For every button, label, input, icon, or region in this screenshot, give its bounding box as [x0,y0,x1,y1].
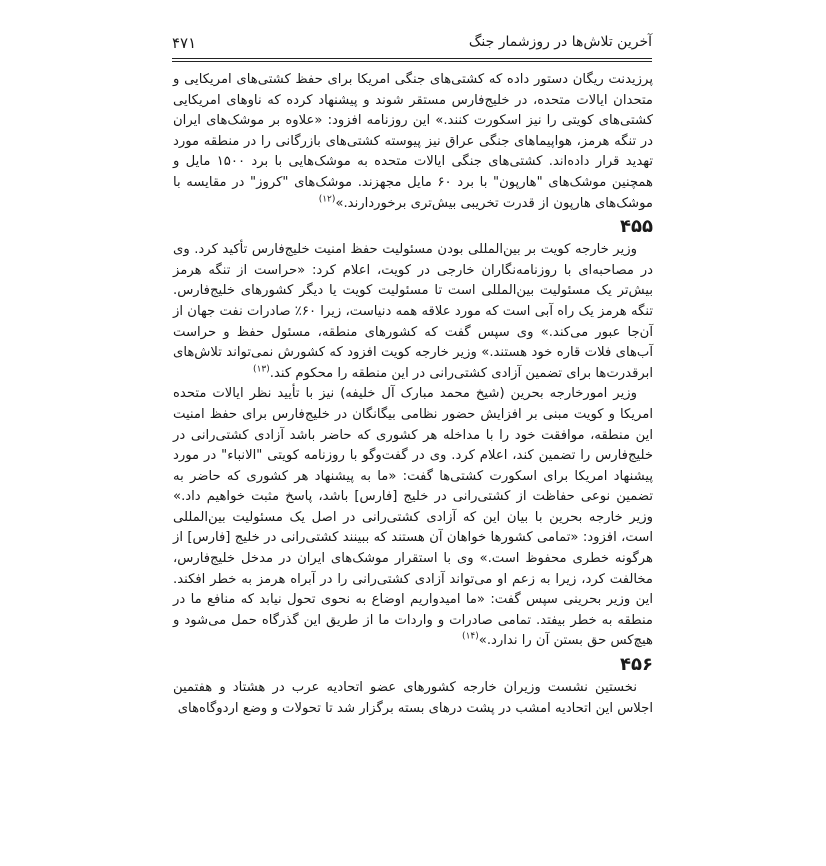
paragraph-text: نخستین نشست وزیران خارجه کشورهای عضو اتحادیه عرب در هشتاد و هفتمین اجلاس این اتحادیه امشب در پشت درهای بسته برگزار شد تا تحولات و وضع اردوگاه‌های [173,680,653,716]
footnote-ref: (۱۴) [462,632,479,643]
page-number: ۴۷۱ [172,34,197,52]
paragraph-arab-league [173,678,653,719]
paragraph-text: وزیر امورخارجه بحرین (شیخ محمد مبارک آل خلیفه) نیز با تأیید نظر ایالات متحده امریکا و کویت مبنی بر افزایش حضور نظامی بیگانگان در خلیج‌فارس برای حفظ امنیت این منطقه، موافقت خود را با مداخله هر کشوری که حاضر باشد آزادی کشتی‌رانی در خلیج‌فارس را تضمین کند، اعلام کرد. وی در گفت‌وگو با روزنامه کویتی "الانباء" در مورد پیشنهاد امریکا برای اسکورت کشتی‌ها گفت: «ما به پیشنهاد هر کشوری که حاضر به تضمین نوعی حفاظت از کشتی‌رانی در خلیج [فارس] باشد، پاسخ مثبت خواهیم داد.» وزیر خارجه بحرین با بیان این که آزادی کشتی‌رانی در اصل یک مسئولیت بین‌المللی است، افزود: «تمامی کشورها خواهان آن هستند که ببینند کشتی‌رانی در خلیج [فارس] از هرگونه خطری محفوظ است.» وی با استقرار موشک‌های ایران در مدخل خلیج‌فارس، مخالفت کرد، زیرا به زعم او می‌تواند آزادی کشتی‌رانی را در آبراه هرمز به خطر افکند. این وزیر بحرینی سپس گفت: «ما امیدواریم اوضاع به نحوی تحول نیابد که منافع ما در منطقه به خطر بیفتد. تمامی صادرات و واردات ما از طریق این گذرگاه حمل می‌شود و هیچ‌کس حق بستن آن را ندارد.» [173,386,653,649]
footnote-ref: (۱۳) [253,364,270,375]
entry-number-456: ۴۵۶ [620,654,653,676]
paragraph-bahrain [173,384,653,652]
header-rule [172,58,652,62]
page-header [172,30,652,60]
paragraph-kuwait [173,240,653,384]
paragraph-text: وزیر خارجه کویت بر بین‌المللی بودن مسئولیت حفظ امنیت خلیج‌فارس تأکید کرد. وی در مصاحبه‌ای با روزنامه‌نگاران خارجی در کویت، اعلام کرد: «حراست از تنگه هرمز بیش‌تر یک مسئولیت بین‌المللی است تا مسئولیت کویت یا دیگر کشورهای خلیج‌فارس. تنگه هرمز یک راه آبی است که مورد علاقه همه دنیاست، زیرا ۶۰٪ صادرات نفت جهان از آن‌جا عبور می‌کند.» وی سپس گفت که کشورهای منطقه، مسئول حفظ و حراست آب‌های فلات قاره خود هستند.» وزیر خارجه کویت افزود که کشورش نمی‌تواند تلاش‌های ابرقدرت‌ها برای تضمین آزادی کشتی‌رانی در این منطقه را محکوم کند. [173,242,653,381]
entry-number-455: ۴۵۵ [620,216,653,238]
paragraph-text: پرزیدنت ریگان دستور داده که کشتی‌های جنگی امریکا برای حفظ کشتی‌های امریکایی و متحدان ایالات متحده، در خلیج‌فارس مستقر شوند و پیشنهاد کرده که ناوهای امریکایی کشتی‌های کویتی را نیز اسکورت کنند.» این روزنامه افزود: «علاوه بر موشک‌های ایران در تنگه هرمز، هواپیماهای جنگی عراق نیز پیوسته کشتی‌های بازرگانی را در منطقه مورد تهدید قرار داده‌اند. کشتی‌های جنگی ایالات متحده به موشک‌هایی با برد ۱۵۰۰ مایل و همچنین موشک‌های "هارپون" با برد ۶۰ مایل مجهزند. موشک‌های "کروز" در مقایسه با موشک‌های هارپون از قدرت تخریبی بیش‌تری برخوردارند.» [173,72,653,211]
running-title: آخرین تلاش‌ها در روزشمار جنگ [468,34,652,50]
paragraph-intro [173,70,653,214]
footnote-ref: (۱۲) [318,194,336,205]
body-text [173,70,653,719]
